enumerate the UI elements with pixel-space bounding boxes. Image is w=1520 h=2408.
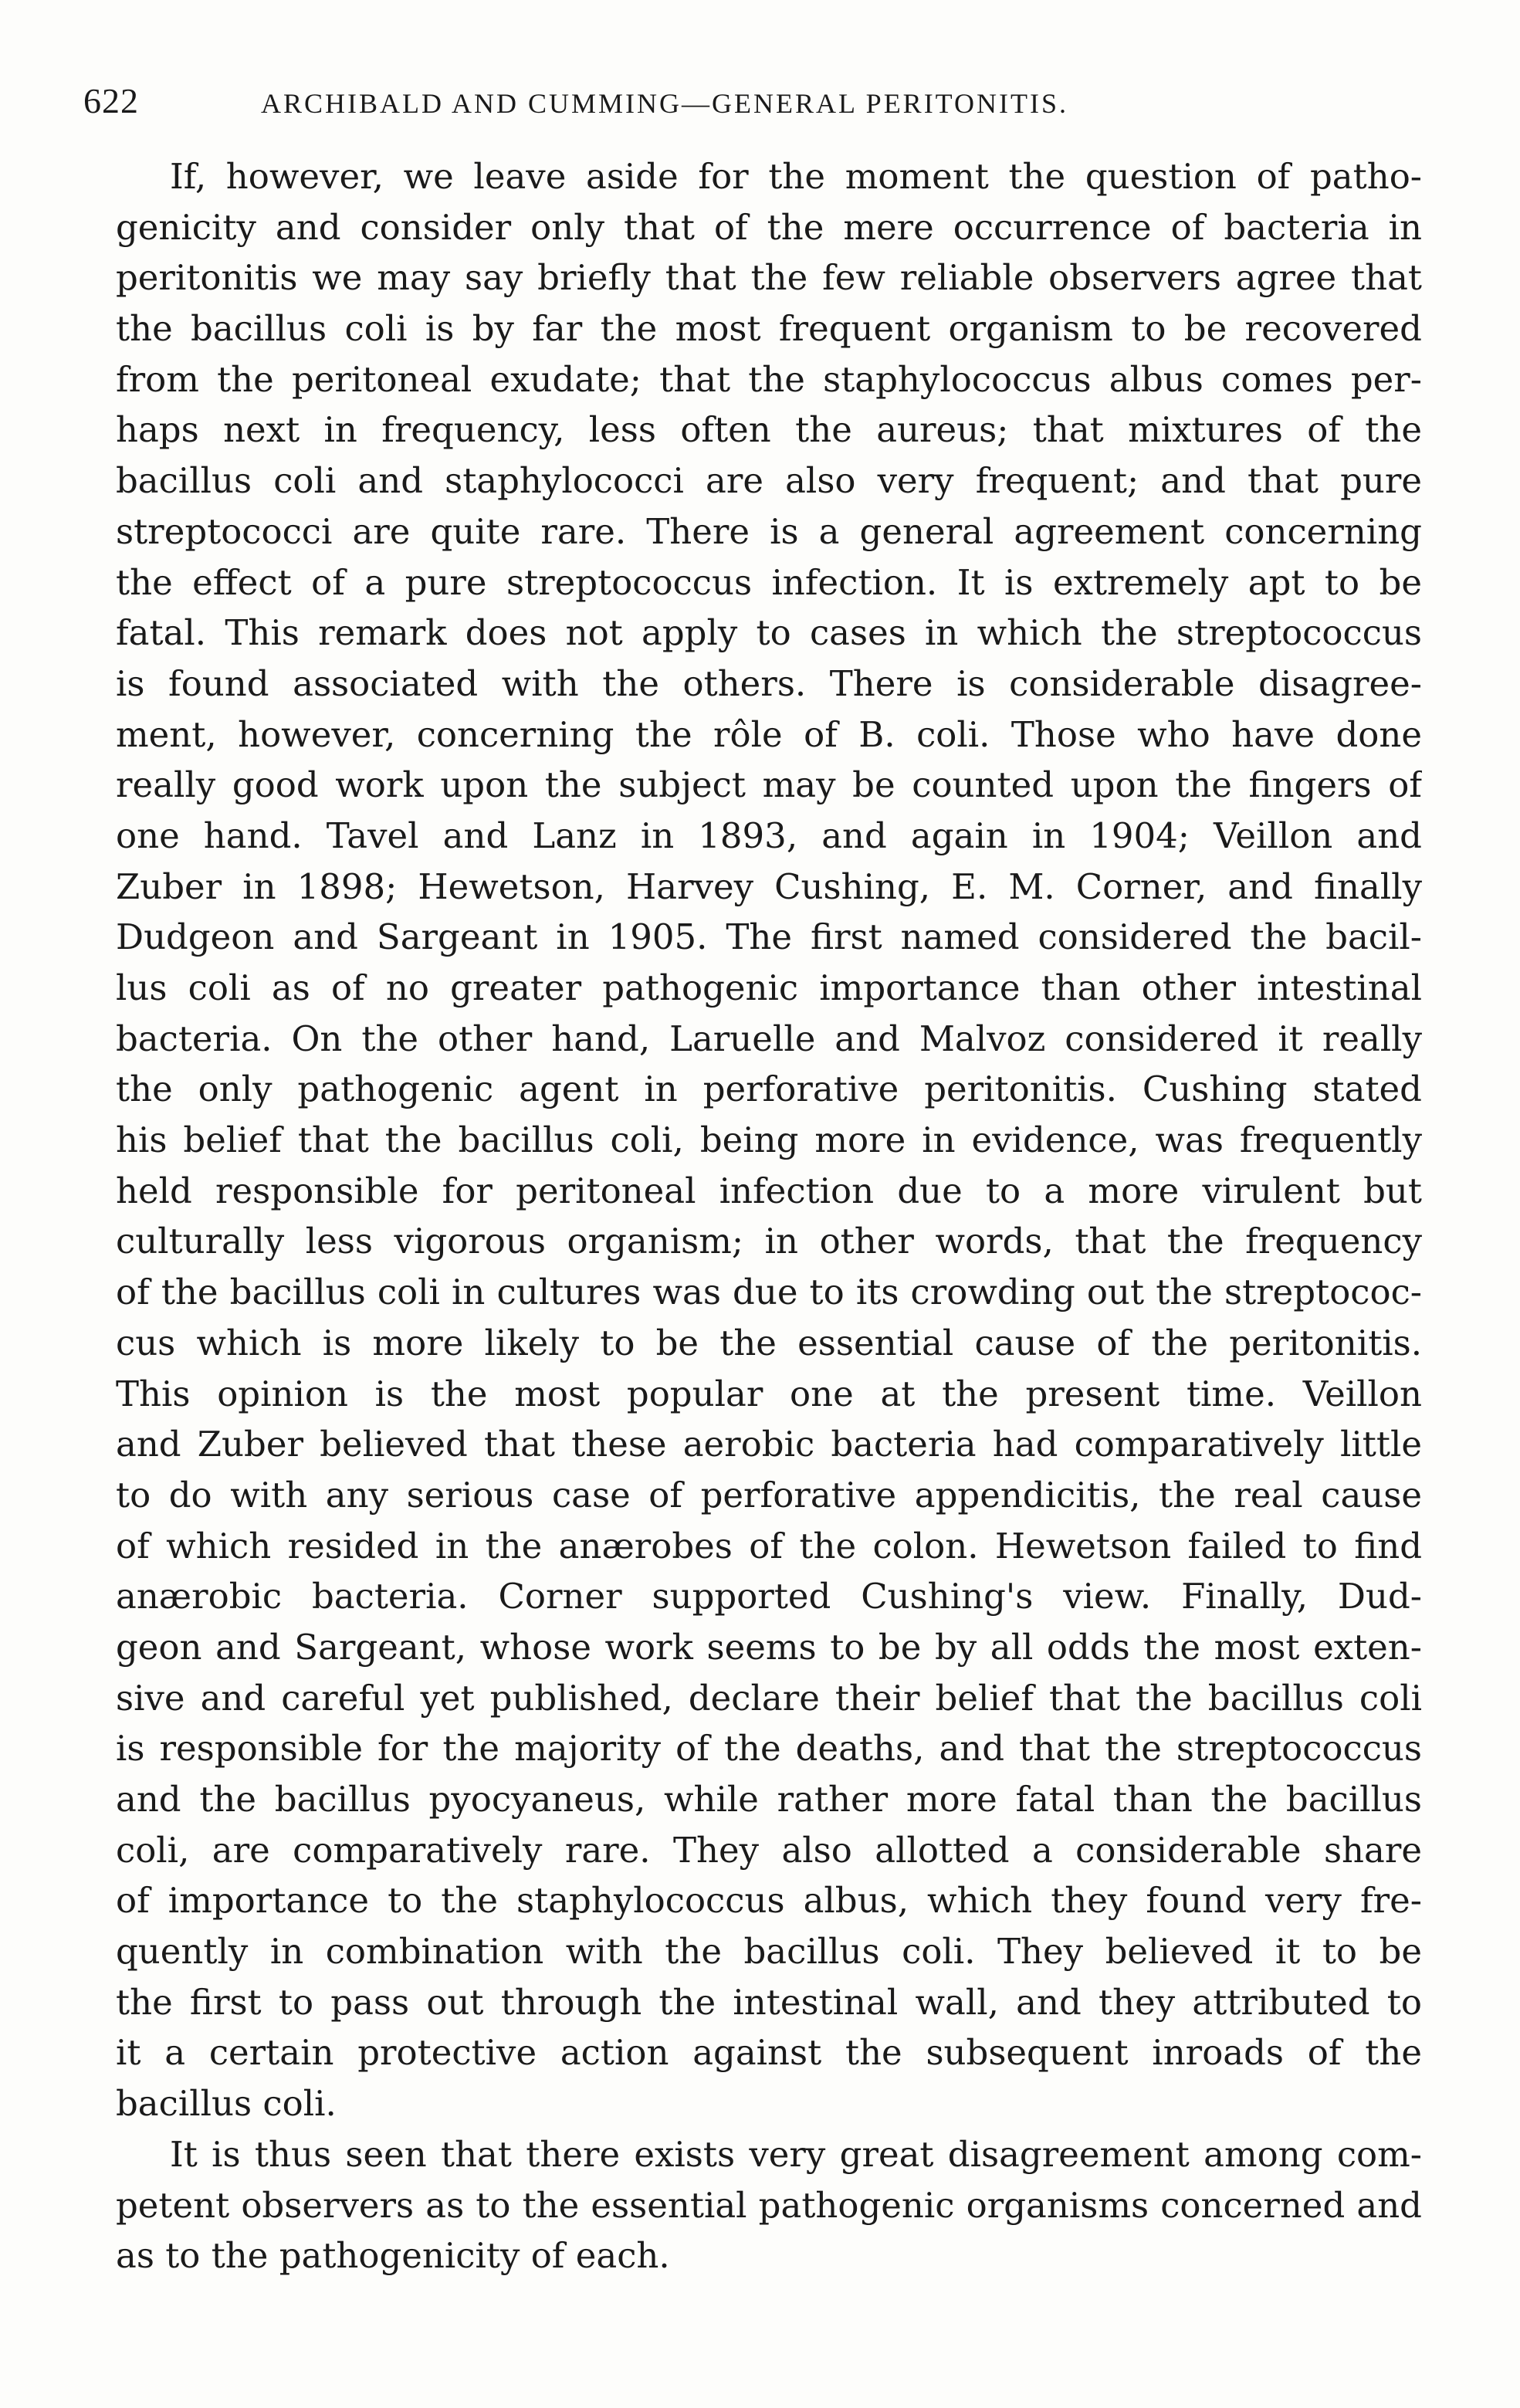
text-line: it a certain protective action against the subsequent inroads of the xyxy=(116,2032,1422,2074)
text-line: the effect of a pure streptococcus infection. It is extremely apt to be xyxy=(116,561,1422,603)
text-line: anærobic bacteria. Corner supported Cushing's view. Finally, Dud- xyxy=(116,1576,1422,1617)
text-line: If, however, we leave aside for the moment the question of patho- xyxy=(170,156,1422,197)
text-line: peritonitis we may say briefly that the few reliable observers agree that xyxy=(116,257,1422,299)
body-text xyxy=(116,151,1422,2281)
text-line: bacillus coli and staphylococci are also very frequent; and that pure xyxy=(116,460,1422,502)
text-line: haps next in frequency, less often the aureus; that mixtures of the xyxy=(116,409,1422,451)
running-title: ARCHIBALD AND CUMMING—GENERAL PERITONITIS. xyxy=(261,88,1069,119)
text-line: and the bacillus pyocyaneus, while rather more fatal than the bacillus xyxy=(116,1779,1422,1820)
text-line: bacteria. On the other hand, Laruelle and Malvoz considered it really xyxy=(116,1018,1422,1059)
text-line: and Zuber believed that these aerobic bacteria had comparatively little xyxy=(116,1424,1422,1465)
text-line: Zuber in 1898; Hewetson, Harvey Cushing, E. M. Corner, and finally xyxy=(116,865,1422,907)
text-line: of which resided in the anærobes of the colon. Hewetson failed to find xyxy=(116,1525,1422,1566)
text-line: as to the pathogenicity of each. xyxy=(116,2235,670,2277)
text-line: one hand. Tavel and Lanz in 1893, and again in 1904; Veillon and xyxy=(116,815,1422,856)
text-line: held responsible for peritoneal infection due to a more virulent but xyxy=(116,1170,1422,1211)
text-line: Dudgeon and Sargeant in 1905. The first named considered the bacil- xyxy=(116,916,1422,958)
text-line: sive and careful yet published, declare their belief that the bacillus coli xyxy=(116,1677,1422,1719)
running-head xyxy=(83,74,1442,128)
text-line: is found associated with the others. There is considerable disagree- xyxy=(116,662,1422,704)
text-line: This opinion is the most popular one at the present time. Veillon xyxy=(116,1373,1422,1414)
text-line: geon and Sargeant, whose work seems to be by all odds the most exten- xyxy=(116,1626,1422,1668)
text-line: quently in combination with the bacillus coli. They believed it to be xyxy=(116,1931,1422,1973)
text-line: bacillus coli. xyxy=(116,2083,337,2125)
text-line: the first to pass out through the intestinal wall, and they attributed to xyxy=(116,1981,1422,2023)
text-line: from the peritoneal exudate; that the staphylococcus albus comes per- xyxy=(116,358,1422,400)
text-line: the bacillus coli is by far the most frequent organism to be recovered xyxy=(116,308,1422,350)
paragraph xyxy=(116,2129,1422,2281)
text-line: It is thus seen that there exists very great disagreement among com- xyxy=(170,2133,1422,2175)
text-line: of the bacillus coli in cultures was due to its crowding out the streptococ- xyxy=(116,1272,1422,1313)
text-line: the only pathogenic agent in perforative peritonitis. Cushing stated xyxy=(116,1069,1422,1110)
text-line: is responsible for the majority of the deaths, and that the streptococcus xyxy=(116,1728,1422,1770)
text-line: of importance to the staphylococcus albus, which they found very fre- xyxy=(116,1880,1422,1922)
text-line: his belief that the bacillus coli, being more in evidence, was frequently xyxy=(116,1119,1422,1161)
text-line: streptococci are quite rare. There is a general agreement concerning xyxy=(116,510,1422,552)
text-line: really good work upon the subject may be counted upon the fingers of xyxy=(116,764,1422,806)
text-line: culturally less vigorous organism; in other words, that the frequency xyxy=(116,1221,1422,1262)
text-line: petent observers as to the essential pathogenic organisms concerned and xyxy=(116,2184,1422,2226)
page-number: 622 xyxy=(83,81,139,120)
text-line: to do with any serious case of perforative appendicitis, the real cause xyxy=(116,1474,1422,1516)
text-line: cus which is more likely to be the essential cause of the peritonitis. xyxy=(116,1322,1422,1363)
text-line: genicity and consider only that of the mere occurrence of bacteria in xyxy=(116,206,1422,248)
text-line: lus coli as of no greater pathogenic importance than other intestinal xyxy=(116,967,1422,1008)
text-line: ment, however, concerning the rôle of B. coli. Those who have done xyxy=(116,713,1422,755)
text-line: coli, are comparatively rare. They also allotted a considerable share xyxy=(116,1829,1422,1871)
paragraph xyxy=(116,151,1422,2129)
text-line: fatal. This remark does not apply to cases in which the streptococcus xyxy=(116,612,1422,654)
